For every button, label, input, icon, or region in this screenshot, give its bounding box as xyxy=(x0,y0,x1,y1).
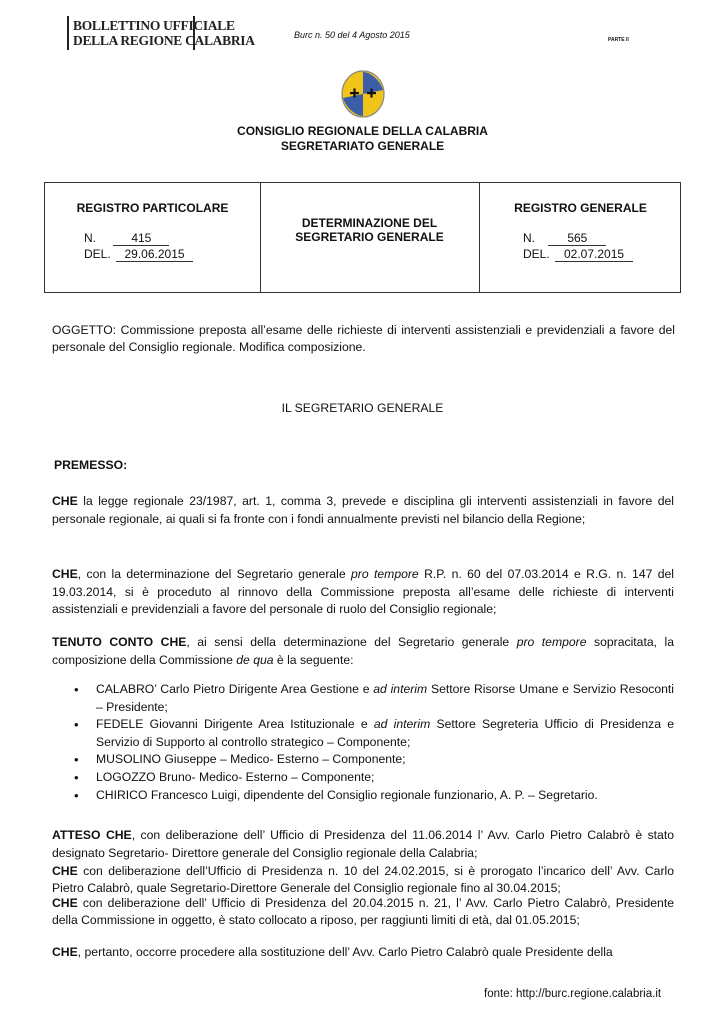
registry-divider xyxy=(479,183,480,292)
list-item: • FEDELE Giovanni Dirigente Area Istituzionale e ad interim Settore Segreteria Ufficio di Presidenza e Servizio di Supporto al controllo strategico – Componente; xyxy=(74,716,674,751)
registro-generale-number: N. 565 xyxy=(523,231,606,246)
registro-generale-title: REGISTRO GENERALE xyxy=(514,201,647,215)
bulletin-masthead xyxy=(67,16,255,50)
registro-generale-date: DEL. 02.07.2015 xyxy=(523,247,633,262)
paragraph-che-proroga: CHE con deliberazione dell’Ufficio di Presidenza n. 10 del 24.02.2015, si è prorogato l’incarico dell’ Avv. Carlo Pietro Calabrò, quale Segretario-Direttore Generale del Consiglio regionale fino al 30.04.2015; xyxy=(52,864,674,895)
registro-particolare-number-value: 415 xyxy=(113,232,169,246)
oggetto-subject: OGGETTO: Commissione preposta all’esame delle richieste di interventi assistenziali e previdenziali a favore del personale del Consiglio regionale. Modifica composizione. xyxy=(52,323,675,354)
calabria-region-crest-icon xyxy=(340,70,386,118)
registro-particolare-date-value: 29.06.2015 xyxy=(116,248,193,262)
registro-generale-date-value: 02.07.2015 xyxy=(555,248,633,262)
registry-box xyxy=(44,182,681,293)
burc-issue: Burc n. 50 del 4 Agosto 2015 xyxy=(294,30,410,40)
determinazione-title: DETERMINAZIONE DEL SEGRETARIO GENERALE xyxy=(295,216,444,244)
registro-particolare-date: DEL. 29.06.2015 xyxy=(84,247,193,262)
parte-label: PARTE II xyxy=(608,37,629,43)
paragraph-che-riposo: CHE con deliberazione dell’ Ufficio di Presidenza del 20.04.2015 n. 21, l’ Avv. Carlo Pietro Calabrò, Presidente della Commissione in oggetto, è stato collocato a riposo, per raggiunti limiti di età, dal 01.05.2015; xyxy=(52,896,674,927)
paragraph-atteso-che: ATTESO CHE, con deliberazione dell’ Ufficio di Presidenza del 11.06.2014 l’ Avv. Carlo Pietro Calabrò è stato designato Segretario- Direttore generale del Consiglio regionale della Calabria; xyxy=(52,828,674,860)
source-footer: fonte: http://burc.regione.calabria.it xyxy=(484,988,662,1000)
paragraph-che-legge: CHE la legge regionale 23/1987, art. 1, comma 3, prevede e disciplina gli interventi assistenziali in favore del personale regionale, ai quali si fa fronte con i fondi annualmente previsti nel bilancio della Regione; xyxy=(52,494,674,526)
commission-members-list xyxy=(74,681,674,804)
masthead-line-1: BOLLETTINO UFFICIALE xyxy=(73,18,235,33)
paragraph-che-determinazione: CHE, con la determinazione del Segretario generale pro tempore R.P. n. 60 del 07.03.2014 e R.G. n. 147 del 19.03.2014, si è proceduto al rinnovo della Commissione preposta all’esame delle richieste di interventi assistenziali e previdenziali a favore del personale di ruolo del Consiglio regionale; xyxy=(52,567,674,616)
paragraph-che-sostituzione: CHE, pertanto, occorre procedere alla sostituzione dell’ Avv. Carlo Pietro Calabrò quale Presidente della xyxy=(52,945,613,959)
premesso-heading: PREMESSO: xyxy=(54,458,128,472)
registro-particolare-title: REGISTRO PARTICOLARE xyxy=(76,201,229,215)
registro-particolare-number: N. 415 xyxy=(84,231,169,246)
masthead-line-2: DELLA REGIONE CALABRIA xyxy=(73,33,255,48)
list-item: • CHIRICO Francesco Luigi, dipendente del Consiglio regionale funzionario, A. P. – Segretario. xyxy=(74,787,674,805)
council-department: SEGRETARIATO GENERALE xyxy=(280,139,445,153)
council-name: CONSIGLIO REGIONALE DELLA CALABRIA xyxy=(237,124,488,138)
list-item: • LOGOZZO Bruno- Medico- Esterno – Componente; xyxy=(74,769,674,787)
list-item: • CALABRO’ Carlo Pietro Dirigente Area Gestione e ad interim Settore Risorse Umane e Servizio Resoconti – Presidente; xyxy=(74,681,674,716)
registro-generale-number-value: 565 xyxy=(548,232,606,246)
segretario-generale-heading: IL SEGRETARIO GENERALE xyxy=(281,401,444,415)
list-item: • MUSOLINO Giuseppe – Medico- Esterno – Componente; xyxy=(74,751,674,769)
paragraph-tenuto-conto: TENUTO CONTO CHE, ai sensi della determinazione del Segretario generale pro tempore sopracitata, la composizione della Commissione de qua è la seguente: xyxy=(52,635,674,667)
